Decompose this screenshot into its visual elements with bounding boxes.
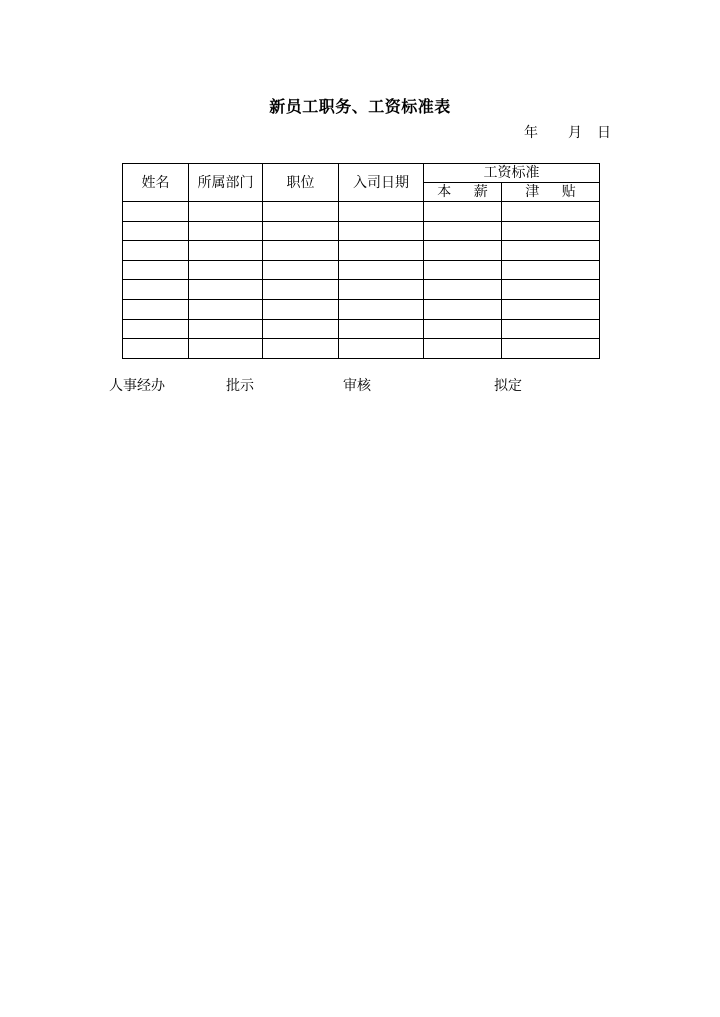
table-cell: [424, 260, 502, 280]
table-row: [123, 260, 600, 280]
table-cell: [502, 221, 600, 241]
table-cell: [123, 299, 189, 319]
table-cell: [123, 241, 189, 261]
header-allowance: 津 贴: [502, 183, 600, 202]
table-row: [123, 319, 600, 339]
table-cell: [189, 319, 263, 339]
table-cell: [424, 202, 502, 222]
table-row: [123, 299, 600, 319]
table-cell: [339, 339, 424, 359]
table-cell: [339, 280, 424, 300]
table-row: [123, 339, 600, 359]
table-cell: [263, 319, 339, 339]
table-cell: [502, 241, 600, 261]
table-body: [123, 202, 600, 359]
table-cell: [502, 299, 600, 319]
table-cell: [189, 260, 263, 280]
table-cell: [189, 299, 263, 319]
table-cell: [339, 202, 424, 222]
page-title: 新员工职务、工资标准表: [269, 97, 451, 116]
table-cell: [123, 280, 189, 300]
header-position: 职位: [263, 164, 339, 202]
table-cell: [339, 299, 424, 319]
table-cell: [339, 319, 424, 339]
table-header-row: [123, 164, 600, 183]
table-cell: [263, 202, 339, 222]
table-cell: [189, 280, 263, 300]
table-cell: [424, 241, 502, 261]
table-cell: [123, 339, 189, 359]
table-cell: [502, 280, 600, 300]
date-month-label: 月: [568, 125, 582, 141]
table-cell: [502, 339, 600, 359]
table-row: [123, 280, 600, 300]
header-hire-date: 入司日期: [339, 164, 424, 202]
header-base-salary: 本 薪: [424, 183, 502, 202]
table-cell: [424, 280, 502, 300]
table-cell: [263, 299, 339, 319]
table-cell: [263, 221, 339, 241]
table-cell: [424, 339, 502, 359]
table-cell: [339, 241, 424, 261]
table-cell: [123, 260, 189, 280]
header-department: 所属部门: [189, 164, 263, 202]
table-cell: [424, 299, 502, 319]
table-cell: [424, 319, 502, 339]
table-cell: [339, 260, 424, 280]
table-cell: [189, 202, 263, 222]
table-cell: [189, 339, 263, 359]
header-salary-standard: 工资标准: [424, 164, 600, 183]
table-cell: [263, 260, 339, 280]
table-cell: [502, 319, 600, 339]
table-cell: [263, 280, 339, 300]
salary-standard-table: [122, 163, 600, 359]
table-cell: [339, 221, 424, 241]
date-year-label: 年: [524, 125, 538, 141]
table-cell: [189, 241, 263, 261]
table-row: [123, 241, 600, 261]
table-cell: [502, 260, 600, 280]
footer-drafted-label: 拟定: [494, 378, 522, 394]
table-cell: [123, 202, 189, 222]
footer-instruction-label: 批示: [226, 378, 254, 394]
table-row: [123, 221, 600, 241]
table-cell: [263, 241, 339, 261]
table-cell: [502, 202, 600, 222]
table-cell: [123, 319, 189, 339]
table-cell: [123, 221, 189, 241]
table-cell: [189, 221, 263, 241]
table-cell: [263, 339, 339, 359]
header-name: 姓名: [123, 164, 189, 202]
date-day-label: 日: [597, 125, 611, 141]
footer-hr-handler-label: 人事经办: [109, 378, 165, 394]
footer-review-label: 审核: [343, 378, 371, 394]
table-cell: [424, 221, 502, 241]
table-row: [123, 202, 600, 222]
